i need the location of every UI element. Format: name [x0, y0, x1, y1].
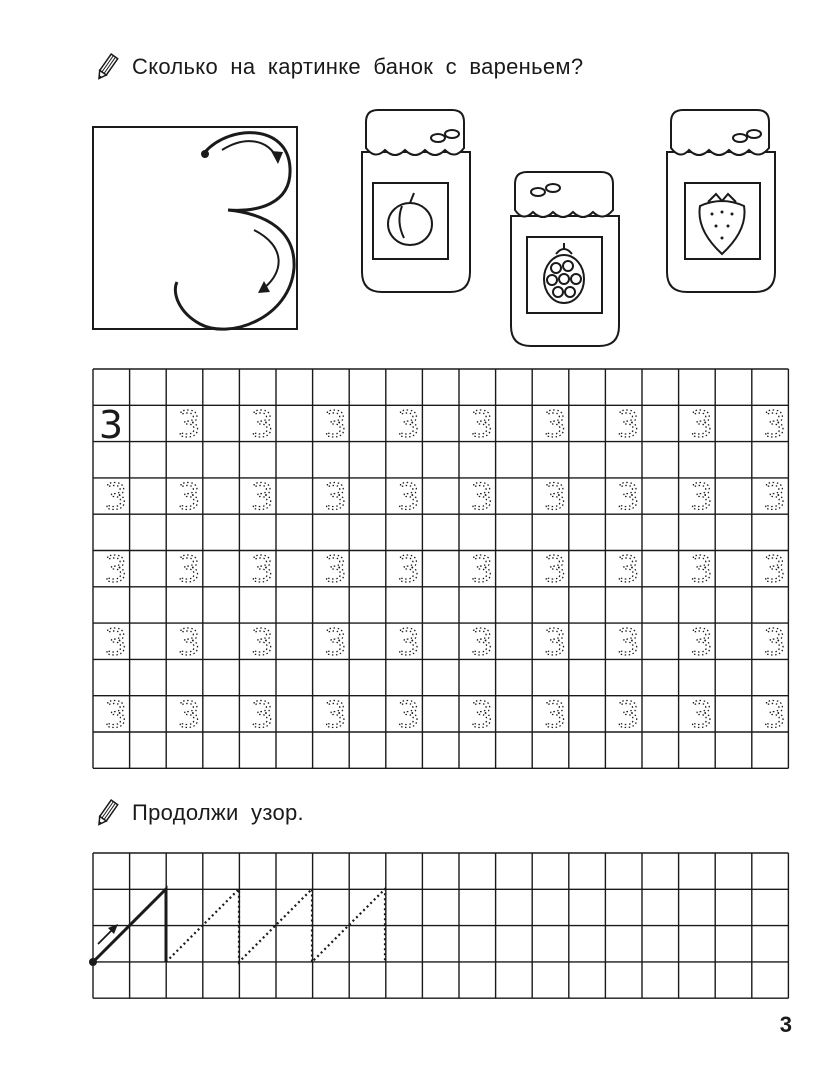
dotted-digit-trace: 3: [323, 694, 347, 736]
dotted-digit-trace: 3: [689, 549, 713, 591]
dotted-digit-trace: 3: [397, 694, 420, 736]
dotted-digit-trace: 3: [397, 404, 420, 446]
dotted-digit-trace: 3: [104, 477, 128, 519]
pattern-start-dot: [89, 958, 97, 966]
dotted-digit-trace: 3: [250, 404, 274, 446]
dotted-digit-trace: 3: [543, 622, 567, 664]
dotted-digit-trace: 3: [397, 622, 420, 664]
task-2-text: Продолжи узор.: [132, 800, 304, 825]
dotted-digit-trace: 3: [397, 477, 420, 519]
dotted-digit-trace: 3: [250, 694, 274, 736]
dotted-digit-trace: 3: [250, 622, 274, 664]
dotted-digit-trace: 3: [689, 404, 713, 446]
dotted-digit-trace: 3: [689, 694, 713, 736]
dotted-digit-trace: 3: [763, 694, 786, 736]
dotted-digit-trace: 3: [543, 404, 567, 446]
dotted-digit-trace: 3: [763, 477, 786, 519]
dotted-digit-trace: 3: [543, 694, 567, 736]
dotted-digit-trace: 3: [763, 622, 786, 664]
dotted-digit-trace: 3: [616, 404, 640, 446]
dotted-digit-trace: 3: [177, 549, 201, 591]
dotted-digit-trace: 3: [177, 404, 201, 446]
dotted-digit-trace: 3: [177, 694, 201, 736]
dotted-digit-trace: 3: [397, 549, 420, 591]
dotted-digit-trace: 3: [763, 404, 786, 446]
dotted-digit-trace: 3: [616, 549, 640, 591]
example-digit: 3: [98, 403, 124, 447]
task-1-text: Сколько на картинке банок с вареньем?: [132, 54, 584, 79]
dotted-digit-trace: 3: [689, 477, 713, 519]
dotted-digit-trace: 3: [250, 477, 274, 519]
dotted-digit-trace: 3: [323, 477, 347, 519]
dotted-digit-trace: 3: [763, 549, 786, 591]
dotted-digit-trace: 3: [104, 694, 128, 736]
dotted-digit-trace: 3: [470, 694, 494, 736]
dotted-digit-trace: 3: [689, 622, 713, 664]
dotted-digit-trace: 3: [250, 549, 274, 591]
dotted-digit-trace: 3: [616, 477, 640, 519]
dotted-digit-trace: 3: [470, 477, 494, 519]
dotted-digit-trace: 3: [323, 549, 347, 591]
dotted-digit-trace: 3: [470, 404, 494, 446]
dotted-digit-trace: 3: [616, 694, 640, 736]
dotted-digit-trace: 3: [104, 622, 128, 664]
dotted-digit-trace: 3: [616, 622, 640, 664]
page-number: 3: [779, 1012, 792, 1037]
dotted-digit-trace: 3: [543, 477, 567, 519]
pattern-example: [89, 889, 385, 966]
dotted-digit-trace: 3: [104, 549, 128, 591]
dotted-digit-trace: 3: [470, 549, 494, 591]
dotted-digit-trace: 3: [323, 404, 347, 446]
dotted-digit-trace: 3: [470, 622, 494, 664]
dotted-digit-trace: 3: [177, 622, 201, 664]
dotted-digit-trace: 3: [543, 549, 567, 591]
dotted-digit-trace: 3: [323, 622, 347, 664]
dotted-digit-trace: 3: [177, 477, 201, 519]
